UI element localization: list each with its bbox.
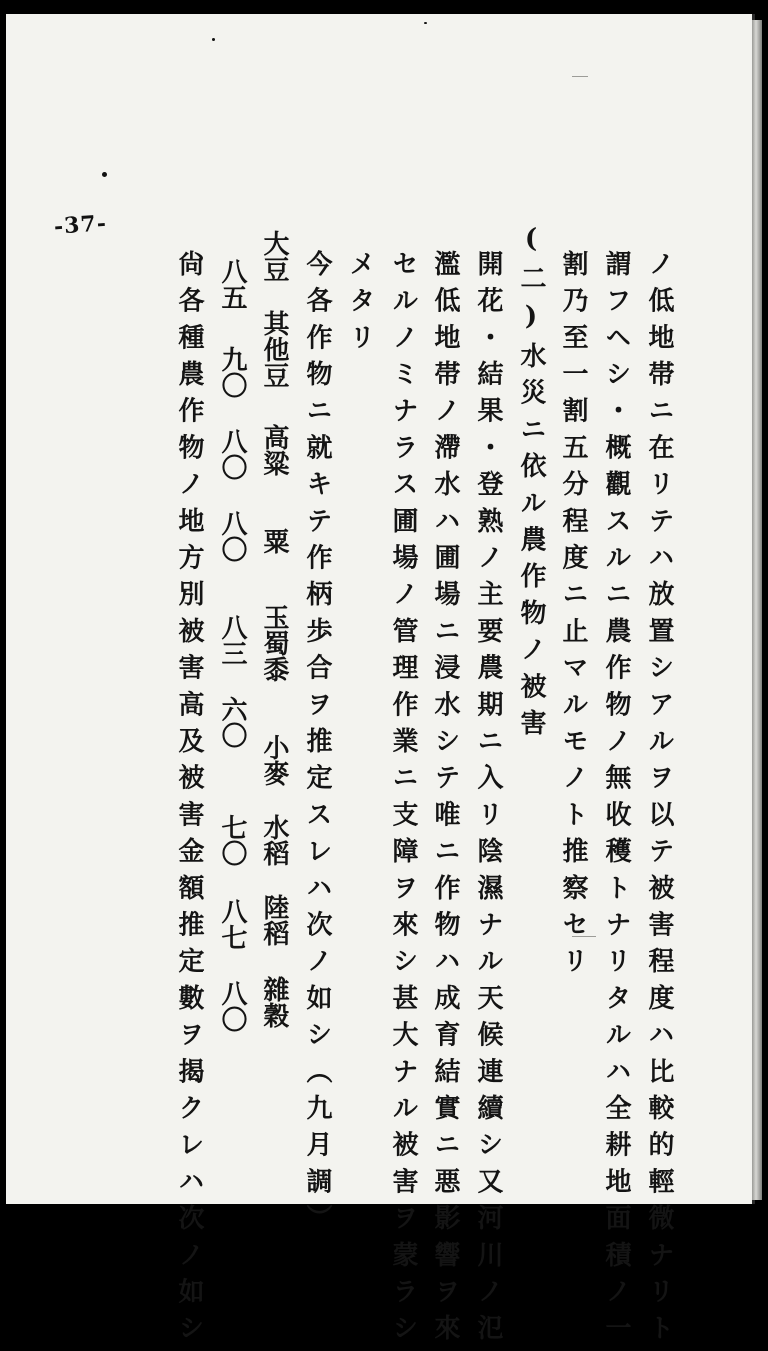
text-column-1: ノ低地帯ニ在リテハ放置シアルヲ以テ被害程度ハ比較的輕微ナリト xyxy=(644,250,674,1351)
crop-ratio: 九〇 xyxy=(217,346,247,398)
crop-name: 其他豆 xyxy=(259,310,289,388)
text-column-9: 今各作物ニ就キテ作柄歩合ヲ推定スレハ次ノ如シ（九月調） xyxy=(302,250,332,1241)
paper-scratch xyxy=(572,76,588,77)
crop-name: 高粱 xyxy=(259,424,289,476)
crop-ratio: 八〇 xyxy=(217,980,247,1032)
ink-speck xyxy=(424,22,427,24)
page-edge xyxy=(752,20,762,1200)
crop-ratio: 六〇 xyxy=(217,696,247,748)
crop-ratio: 七〇 xyxy=(217,814,247,866)
section-heading: (二)水災ニ依ル農作物ノ被害 xyxy=(516,224,546,746)
crop-name: 陸稻 xyxy=(259,894,289,946)
text-column-7: セルノミナラス圃場ノ管理作業ニ支障ヲ來シ甚大ナル被害ヲ蒙ラシ xyxy=(388,250,418,1351)
crop-name: 粟 xyxy=(259,528,289,554)
ink-speck xyxy=(102,172,107,177)
page-number: -37- xyxy=(53,210,108,240)
text-column-5: 開花・結果・登熟ノ主要農期ニ入リ陰濕ナル天候連續シ又河川ノ氾 xyxy=(473,250,503,1351)
crop-ratio: 八〇 xyxy=(217,428,247,480)
crop-name: 大豆 xyxy=(259,230,289,282)
crop-ratio: 八〇 xyxy=(217,510,247,562)
crop-name: 水稻 xyxy=(259,814,289,866)
crop-name: 玉蜀黍 xyxy=(259,604,289,682)
text-column-6: 濫低地帯ノ滯水ハ圃場ニ浸水シテ唯ニ作物ハ成育結實ニ悪影響ヲ來 xyxy=(430,250,460,1351)
crop-ratio: 八三 xyxy=(217,614,247,666)
text-column-8: メタリ xyxy=(345,250,375,361)
ink-speck xyxy=(212,38,215,41)
crop-ratio: 八七 xyxy=(217,898,247,950)
crop-ratio: 八五 xyxy=(217,258,247,310)
closing-text-column: 尙各種農作物ノ地方別被害高及被害金額推定數ヲ揭クレハ次ノ如シ xyxy=(174,250,204,1351)
crop-name: 小麥 xyxy=(259,734,289,786)
text-column-3: 割乃至一割五分程度ニ止マルモノト推察セリ xyxy=(558,250,588,984)
document-page xyxy=(6,14,755,1351)
text-column-2: 謂フヘシ・概觀スルニ農作物ノ無收穫トナリタルハ全耕地面積ノ一 xyxy=(601,250,631,1351)
crop-name: 雜穀 xyxy=(259,976,289,1028)
